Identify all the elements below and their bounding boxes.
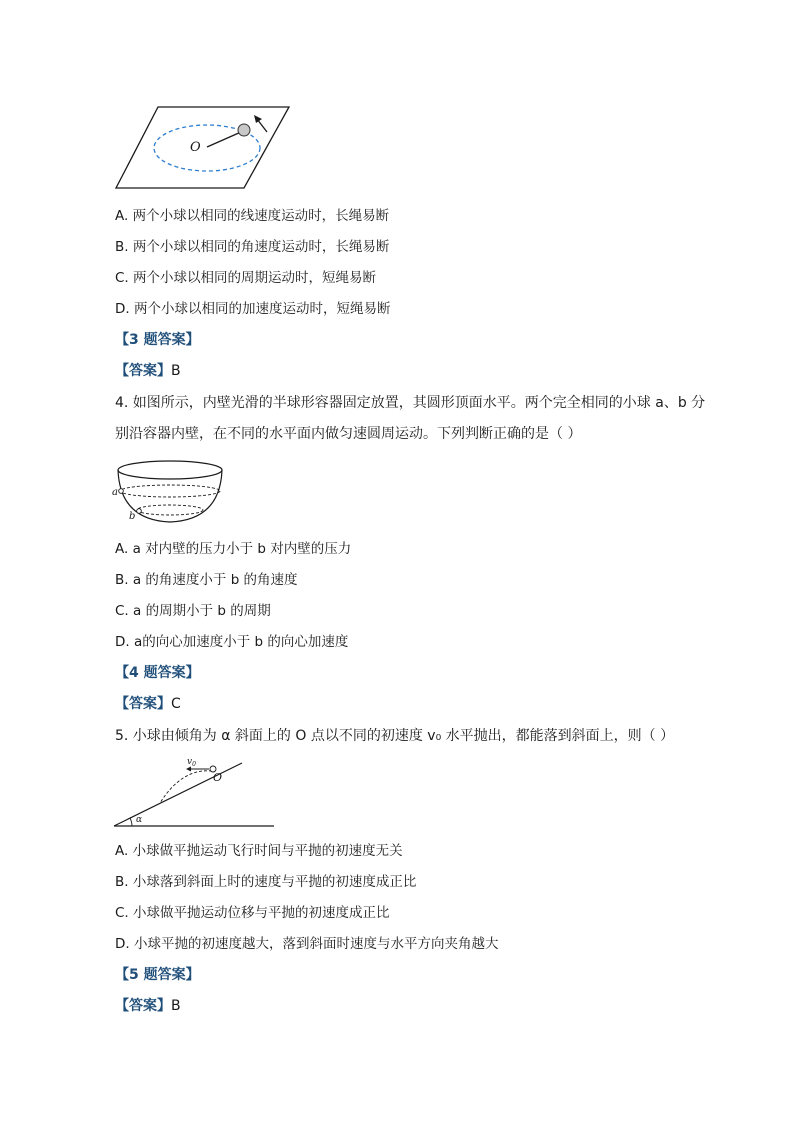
bowl-rim	[118, 461, 222, 479]
figure-q3-horizontal-circle	[110, 100, 295, 195]
label-alpha: α	[136, 815, 143, 825]
q3-option-d: D. 两个小球以相同的加速度运动时，短绳易断	[115, 301, 391, 317]
answer-value: C	[171, 696, 181, 712]
answer-value: B	[171, 363, 181, 379]
figure-q4-hemisphere-bowl	[110, 458, 232, 528]
q4-answer-header: 【4 题答案】	[115, 665, 200, 681]
answer-label: 【答案】	[115, 998, 171, 1014]
q5-answer-header: 【5 题答案】	[115, 967, 200, 983]
q3-option-b: B. 两个小球以相同的角速度运动时，长绳易断	[115, 239, 390, 255]
q4-option-b: B. a 的角速度小于 b 的角速度	[115, 572, 298, 588]
label-O: O	[213, 771, 223, 784]
q3-answer	[115, 361, 181, 381]
q4-option-c: C. a 的周期小于 b 的周期	[115, 603, 271, 619]
q3-option-a: A. 两个小球以相同的线速度运动时，长绳易断	[115, 208, 390, 224]
center-label-O: O	[190, 140, 201, 155]
label-a: a	[112, 487, 118, 498]
ball-b	[137, 509, 142, 514]
string-line	[207, 132, 241, 147]
label-v0: $v_0$	[187, 757, 196, 768]
label-b: b	[129, 511, 136, 522]
ball	[238, 124, 250, 136]
q4-option-a: A. a 对内壁的压力小于 b 对内壁的压力	[115, 541, 352, 557]
q5-option-b: B. 小球落到斜面上时的速度与平抛的初速度成正比	[115, 874, 417, 890]
trajectory-path	[160, 771, 212, 803]
q5-stem: 5. 小球由倾角为 α 斜面上的 O 点以不同的初速度 v₀ 水平抛出，都能落到斜面上，则（ ）	[115, 728, 675, 744]
q3-answer-header: 【3 题答案】	[115, 332, 200, 348]
orbit-b	[137, 505, 203, 515]
answer-value: B	[171, 998, 181, 1014]
q5-option-a: A. 小球做平抛运动飞行时间与平抛的初速度无关	[115, 843, 403, 859]
q4-answer	[115, 694, 181, 714]
q4-stem-line-1: 4. 如图所示，内壁光滑的半球形容器固定放置，其圆形顶面水平。两个完全相同的小球 a、b 分	[115, 395, 706, 411]
plane-parallelogram	[116, 107, 289, 188]
ball-a	[119, 489, 124, 494]
arrow-head-icon	[254, 115, 262, 123]
q3-option-c: C. 两个小球以相同的周期运动时，短绳易断	[115, 270, 377, 286]
figure-q5-incline	[112, 756, 276, 830]
incline-line	[114, 763, 242, 826]
q4-stem-line-2: 别沿容器内壁，在不同的水平面内做匀速圆周运动。下列判断正确的是（ ）	[115, 426, 582, 442]
q5-option-c: C. 小球做平抛运动位移与平抛的初速度成正比	[115, 905, 390, 921]
q5-answer	[115, 996, 181, 1016]
angle-arc	[130, 818, 132, 826]
q4-option-d: D. a的向心加速度小于 b 的向心加速度	[115, 634, 349, 650]
answer-label: 【答案】	[115, 696, 171, 712]
orbit-a	[120, 485, 220, 497]
arrow-head-icon	[186, 767, 191, 772]
q5-option-d: D. 小球平抛的初速度越大，落到斜面时速度与水平方向夹角越大	[115, 936, 499, 952]
answer-label: 【答案】	[115, 363, 171, 379]
